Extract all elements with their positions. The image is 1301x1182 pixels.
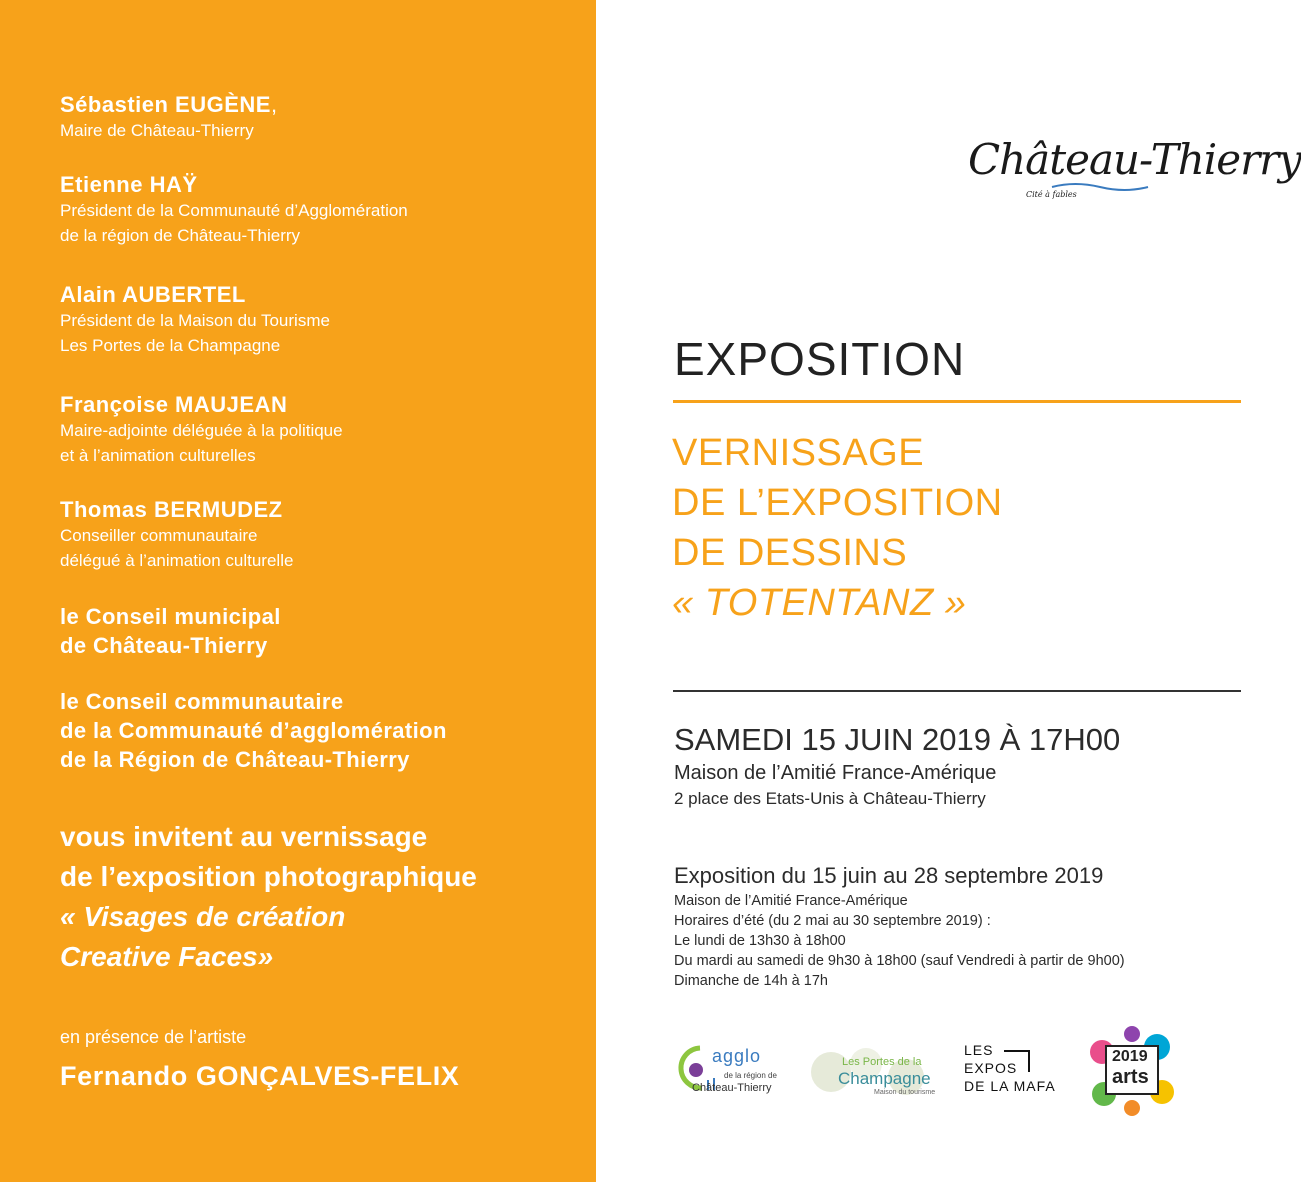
mafa-line3: DE LA MAFA [964,1078,1056,1094]
group-conseil-communautaire: le Conseil communautaire de la Communauté d’agglomération de la Région de Château-Thierry [60,689,447,772]
wave-icon [1050,181,1150,193]
invitation-text: vous invitent au vernissage de l’exposition photographique « Visages de création Creative Faces» [60,821,477,972]
signer-name: Alain AUBERTEL [60,282,246,307]
signer-role: Maire-adjointe déléguée à la politique [60,421,343,440]
signer-aubertel [60,282,330,358]
invitation-left-panel [0,0,596,1182]
group-conseil-municipal: le Conseil municipal de Château-Thierry [60,604,281,658]
exhibition-details: Maison de l’Amitié France-Amérique Horaires d’été (du 2 mai au 30 septembre 2019) : Le lundi de 13h30 à 18h00 Du mardi au samedi de 9h30 à 18h00 (sauf Vendredi à partir de 9h00) Dimanche de 14h à 17h [674,893,1125,989]
portes-line1: Les Portes de la [842,1056,922,1068]
mafa-line2: EXPOS [964,1060,1018,1076]
chateau-thierry-logo [968,135,1301,215]
signer-hay [60,172,408,248]
signer-maujean [60,392,343,468]
signer-name: Etienne HAŸ [60,172,198,197]
signer-role: Président de la Communauté d’Agglomération [60,201,408,220]
agglo-city: Château-Thierry [692,1082,772,1094]
artist-name: Fernando GONÇALVES-FELIX [60,1061,460,1091]
rencontre-des-arts-logo [1082,1022,1182,1118]
signer-role: Maire de Château-Thierry [60,121,254,140]
dark-divider [673,690,1241,692]
signer-role: Président de la Maison du Tourisme [60,311,330,330]
portes-sub: Maison du tourisme [874,1089,936,1096]
signer-bermudez [60,497,293,573]
event-address: 2 place des Etats-Unis à Château-Thierry [674,789,986,808]
presence-text: en présence de l’artiste [60,1027,247,1047]
vernissage-title: VERNISSAGE DE L’EXPOSITION DE DESSINS « TOTENTANZ » [672,432,1003,624]
signer-role: et à l’animation culturelles [60,446,256,465]
signer-eugene [60,92,278,143]
arts-year: 2019 [1112,1048,1148,1065]
signer-role: délégué à l’animation culturelle [60,551,294,570]
signer-name-suffix: , [270,92,278,117]
city-logo-text: Château-Thierry [968,135,1301,184]
portes-champagne-logo [806,1042,941,1104]
agglo-sub: de la région de [724,1071,777,1080]
exposition-label: EXPOSITION [674,333,966,385]
event-date: SAMEDI 15 JUIN 2019 À 17H00 [674,722,1121,757]
exhibition-dates: Exposition du 15 juin au 28 septembre 2019 [674,863,1104,888]
arts-word: arts [1112,1066,1149,1088]
mafa-line1: LES [964,1042,994,1058]
event-venue: Maison de l’Amitié France-Amérique [674,762,997,784]
orange-divider [673,400,1241,403]
signer-name: Françoise MAUJEAN [60,392,288,417]
city-logo-tagline: Cité à fables [1026,190,1077,199]
signer-name: Thomas BERMUDEZ [60,497,283,522]
portes-line2: Champagne [838,1069,931,1088]
expos-mafa-logo [964,1042,1064,1098]
signer-name: Sébastien EUGÈNE [60,92,271,117]
signer-role: Les Portes de la Champagne [60,336,281,355]
agglo-word: agglo [712,1046,762,1066]
mafa-bracket-icon [1004,1050,1030,1072]
signer-role: de la région de Château-Thierry [60,226,301,245]
agglo-logo [672,1040,782,1100]
signer-role: Conseiller communautaire [60,526,258,545]
